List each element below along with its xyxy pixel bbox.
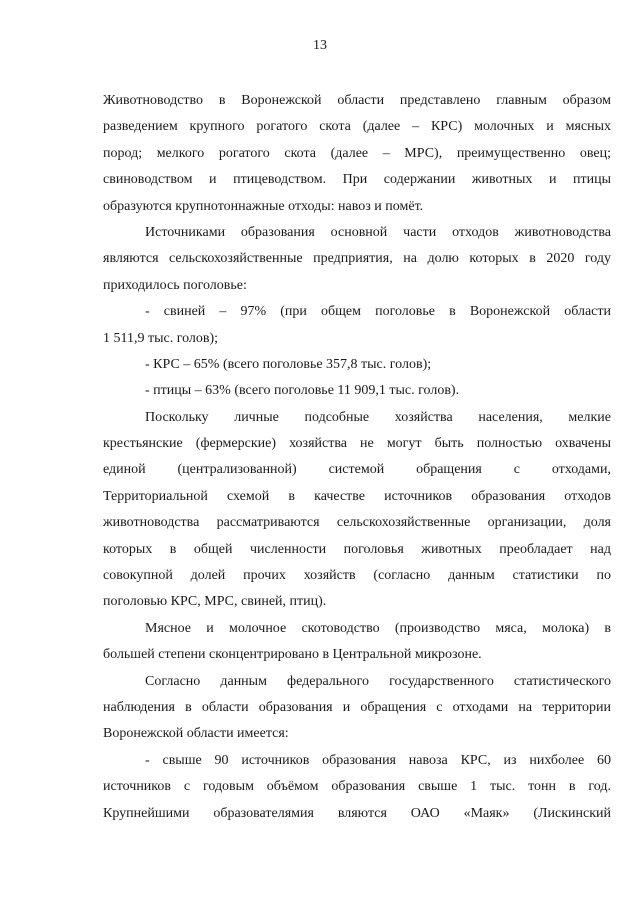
text-line: поголовью КРС, МРС, свиней, птиц). bbox=[103, 594, 327, 610]
text-line: образуются крупнотоннажные отходы: навоз и помёт. bbox=[103, 198, 424, 214]
text-line: являются сельскохозяйственные предприятия, на долю которых в 2020 году bbox=[103, 251, 611, 267]
text-line: приходилось поголовье: bbox=[103, 277, 247, 293]
text-line: Воронежской области имеется: bbox=[103, 726, 289, 742]
text-line: Крупнейшими образователямия вляются ОАО «Маяк» (Лискинский bbox=[103, 805, 611, 821]
text-line: большей степени сконцентрировано в Центральной микрозоне. bbox=[103, 647, 482, 663]
text-line: - птицы – 63% (всего поголовье 11 909,1 тыс. голов). bbox=[145, 383, 460, 399]
text-line: свиноводством и птицеводством. При содержании животных и птицы bbox=[103, 172, 611, 188]
text-line: пород; мелкого рогатого скота (далее – МРС), преимущественно овец; bbox=[103, 145, 611, 161]
text-line: источников с годовым объёмом образования свыше 1 тыс. тонн в год. bbox=[103, 779, 611, 795]
text-line: - свиней – 97% (при общем поголовье в Воронежской области bbox=[145, 304, 611, 320]
text-line: которых в общей численности поголовья животных преобладает над bbox=[103, 541, 611, 557]
text-line: - свыше 90 источников образования навоза КРС, из нихболее 60 bbox=[145, 752, 611, 768]
text-line: - КРС – 65% (всего поголовье 357,8 тыс. голов); bbox=[145, 356, 432, 372]
text-line: Животноводство в Воронежской области представлено главным образом bbox=[103, 93, 611, 108]
text-line: Мясное и молочное скотоводство (производство мяса, молока) в bbox=[145, 620, 611, 636]
text-line: совокупной долей прочих хозяйств (согласно данным статистики по bbox=[103, 568, 611, 584]
text-line: единой (централизованной) системой обращения с отходами, bbox=[103, 462, 611, 478]
text-line: разведением крупного рогатого скота (далее – КРС) молочных и мясных bbox=[103, 119, 611, 135]
text-line: крестьянские (фермерские) хозяйства не могут быть полностью охвачены bbox=[103, 436, 611, 452]
text-line: Территориальной схемой в качестве источников образования отходов bbox=[103, 488, 611, 504]
page-number: 13 bbox=[313, 38, 327, 53]
text-line: Согласно данным федерального государственного статистического bbox=[145, 673, 611, 689]
text-line: Поскольку личные подсобные хозяйства населения, мелкие bbox=[145, 409, 611, 425]
text-line: Источниками образования основной части отходов животноводства bbox=[145, 224, 611, 240]
text-line: наблюдения в области образования и обращения с отходами на территории bbox=[103, 699, 611, 715]
document-body bbox=[103, 88, 611, 827]
text-line: 1 511,9 тыс. голов); bbox=[103, 330, 219, 346]
text-line: животноводства рассматриваются сельскохозяйственные организации, доля bbox=[103, 515, 611, 531]
